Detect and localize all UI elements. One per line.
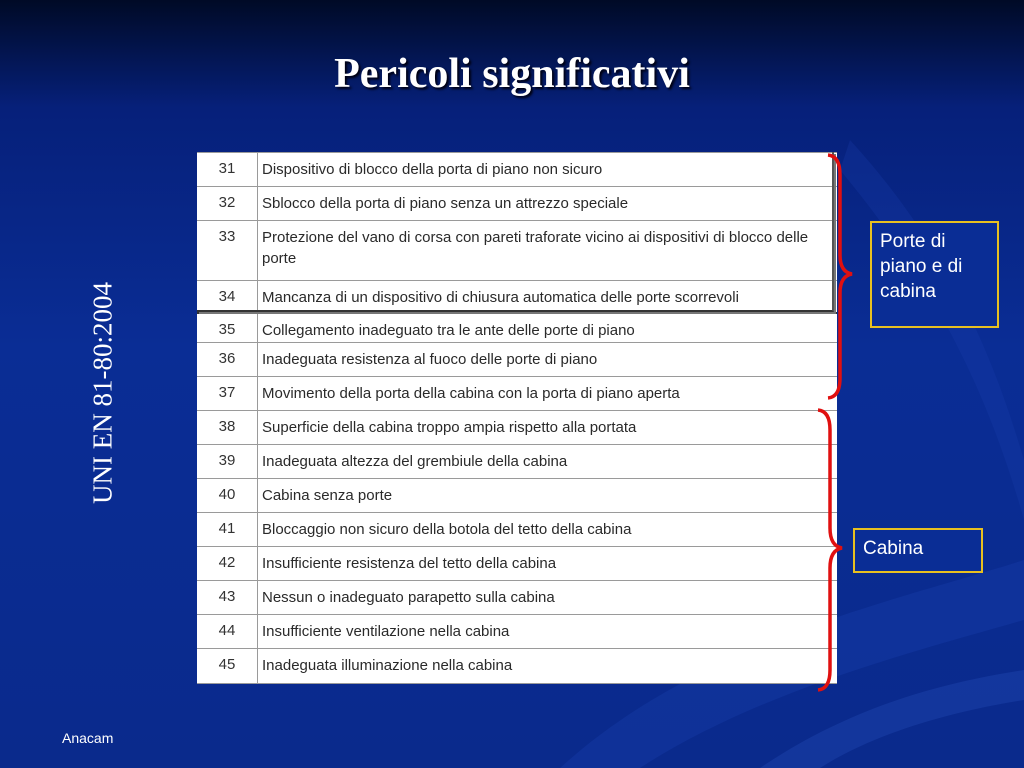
table-row xyxy=(197,580,837,614)
row-number: 42 xyxy=(197,547,258,580)
row-description: Insufficiente ventilazione nella cabina xyxy=(262,623,510,640)
table-row xyxy=(197,186,837,220)
table-row xyxy=(197,152,837,186)
row-description: Mancanza di un dispositivo di chiusura automatica delle porte scorrevoli xyxy=(262,289,739,306)
table-row xyxy=(197,546,837,580)
row-description: Nessun o inadeguato parapetto sulla cabina xyxy=(262,589,555,606)
table-row xyxy=(197,410,837,444)
row-number: 39 xyxy=(197,445,258,478)
row-number: 36 xyxy=(197,343,258,376)
row-number: 34 xyxy=(197,281,258,312)
row-description: Inadeguata altezza del grembiule della cabina xyxy=(262,453,568,470)
row-description: Movimento della porta della cabina con la porta di piano aperta xyxy=(262,385,680,402)
row-description: Inadeguata illuminazione nella cabina xyxy=(262,657,513,674)
callout-cabina: Cabina xyxy=(853,528,983,573)
table-row xyxy=(197,444,837,478)
row-description: Protezione del vano di corsa con pareti traforate vicino ai dispositivi di blocco delle porte xyxy=(262,229,809,267)
table-row xyxy=(197,648,837,684)
standard-label: UNI EN 81-80:2004 xyxy=(87,282,118,504)
hazard-table xyxy=(197,152,837,684)
row-number: 44 xyxy=(197,615,258,648)
row-number: 37 xyxy=(197,377,258,410)
table-row xyxy=(197,512,837,546)
row-description: Collegamento inadeguato tra le ante delle porte di piano xyxy=(262,322,635,339)
row-number: 32 xyxy=(197,187,258,220)
row-number: 40 xyxy=(197,479,258,512)
table-row xyxy=(197,312,837,342)
row-number: 31 xyxy=(197,153,258,186)
row-number: 43 xyxy=(197,581,258,614)
row-number: 38 xyxy=(197,411,258,444)
table-row xyxy=(197,376,837,410)
row-number: 45 xyxy=(197,649,258,684)
table-bottom-border xyxy=(197,683,837,684)
row-description: Superficie della cabina troppo ampia rispetto alla portata xyxy=(262,419,637,436)
row-number: 35 xyxy=(197,314,258,342)
row-description: Inadeguata resistenza al fuoco delle porte di piano xyxy=(262,351,598,368)
table-row xyxy=(197,478,837,512)
table-row xyxy=(197,280,837,312)
row-description: Insufficiente resistenza del tetto della cabina xyxy=(262,555,557,572)
row-number: 41 xyxy=(197,513,258,546)
slide-title: Pericoli significativi xyxy=(334,51,690,97)
row-description: Cabina senza porte xyxy=(262,487,393,504)
row-description: Sblocco della porta di piano senza un attrezzo speciale xyxy=(262,195,629,212)
table-row xyxy=(197,342,837,376)
row-number: 33 xyxy=(197,221,258,280)
table-row xyxy=(197,220,837,280)
row-description: Bloccaggio non sicuro della botola del tetto della cabina xyxy=(262,521,632,538)
callout-porte: Porte di piano e di cabina xyxy=(870,221,999,328)
row-description: Dispositivo di blocco della porta di piano non sicuro xyxy=(262,161,603,178)
table-row xyxy=(197,614,837,648)
footer-brand: Anacam xyxy=(62,730,114,746)
